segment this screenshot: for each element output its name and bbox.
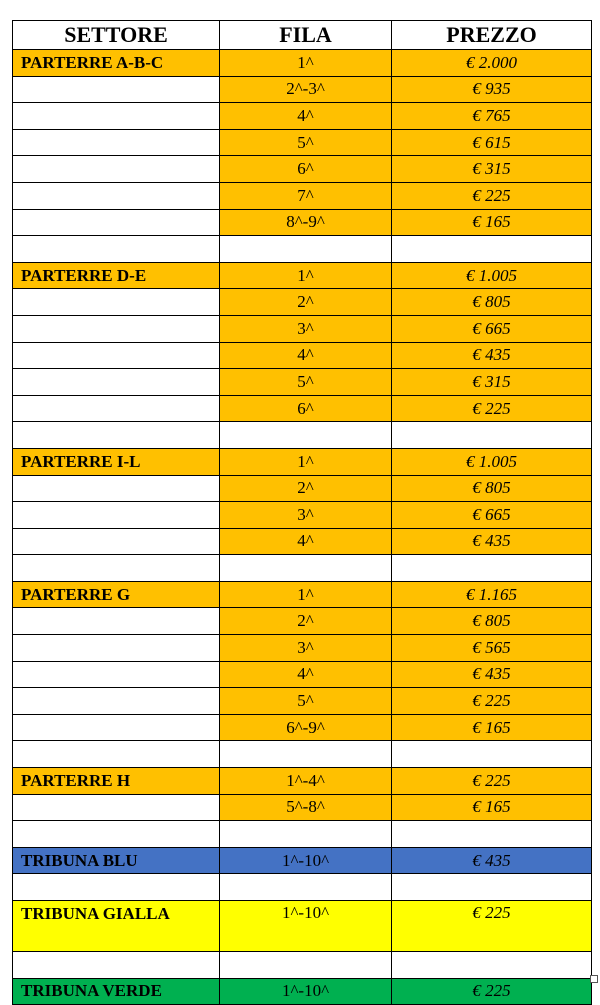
sector-cell (13, 528, 220, 555)
sector-cell (13, 661, 220, 688)
price-cell: € 165 (392, 714, 592, 741)
sector-cell (13, 741, 220, 768)
sector-cell (13, 714, 220, 741)
table-row (13, 289, 592, 316)
price-cell: € 435 (392, 342, 592, 369)
sector-cell (13, 874, 220, 901)
row-cell: 5^ (220, 369, 392, 396)
price-cell: € 665 (392, 315, 592, 342)
row-cell: 4^ (220, 103, 392, 130)
table-row (13, 661, 592, 688)
row-cell: 6^ (220, 156, 392, 183)
table-row (13, 342, 592, 369)
row-cell: 1^ (220, 448, 392, 475)
table-resize-handle[interactable] (590, 975, 598, 983)
price-cell: € 805 (392, 475, 592, 502)
price-cell: € 805 (392, 608, 592, 635)
sector-cell: TRIBUNA VERDE (13, 978, 220, 1005)
price-cell: € 315 (392, 156, 592, 183)
row-cell (220, 555, 392, 582)
table-row (13, 262, 592, 289)
row-cell (220, 821, 392, 848)
price-cell: € 935 (392, 76, 592, 103)
table-row (13, 369, 592, 396)
price-table (12, 20, 592, 1005)
row-cell: 4^ (220, 661, 392, 688)
sector-cell (13, 369, 220, 396)
price-cell: € 165 (392, 209, 592, 236)
sector-cell (13, 794, 220, 821)
row-cell (220, 874, 392, 901)
header-sector: SETTORE (13, 21, 220, 50)
table-row (13, 635, 592, 662)
sector-cell (13, 422, 220, 449)
row-cell: 4^ (220, 528, 392, 555)
price-cell: € 765 (392, 103, 592, 130)
table-row (13, 103, 592, 130)
table-body (13, 50, 592, 1005)
row-cell: 5^ (220, 129, 392, 156)
sector-cell (13, 209, 220, 236)
price-cell: € 1.005 (392, 448, 592, 475)
price-cell: € 315 (392, 369, 592, 396)
table-row (13, 794, 592, 821)
table-row (13, 952, 592, 979)
row-cell: 1^-10^ (220, 901, 392, 952)
price-cell: € 225 (392, 978, 592, 1005)
sector-cell (13, 502, 220, 529)
row-cell: 1^-10^ (220, 847, 392, 874)
price-cell: € 225 (392, 768, 592, 795)
table-row (13, 741, 592, 768)
table-row (13, 315, 592, 342)
table-row (13, 209, 592, 236)
row-cell (220, 741, 392, 768)
price-cell: € 665 (392, 502, 592, 529)
sector-cell: PARTERRE A-B-C (13, 50, 220, 77)
sector-cell (13, 156, 220, 183)
table-row (13, 76, 592, 103)
row-cell: 4^ (220, 342, 392, 369)
sector-cell (13, 688, 220, 715)
table-row (13, 581, 592, 608)
row-cell: 6^-9^ (220, 714, 392, 741)
price-cell (392, 952, 592, 979)
header-row (13, 21, 592, 50)
price-cell: € 225 (392, 901, 592, 952)
row-cell: 1^ (220, 50, 392, 77)
table-row (13, 714, 592, 741)
price-cell (392, 422, 592, 449)
table-row (13, 475, 592, 502)
price-cell (392, 821, 592, 848)
row-cell (220, 952, 392, 979)
price-cell: € 1.005 (392, 262, 592, 289)
price-cell (392, 555, 592, 582)
row-cell (220, 422, 392, 449)
row-cell: 2^ (220, 608, 392, 635)
header-row-label: FILA (220, 21, 392, 50)
sector-cell (13, 342, 220, 369)
row-cell: 8^-9^ (220, 209, 392, 236)
table-row (13, 847, 592, 874)
sector-cell (13, 103, 220, 130)
sector-cell: PARTERRE D-E (13, 262, 220, 289)
sector-cell: PARTERRE H (13, 768, 220, 795)
row-cell: 1^ (220, 581, 392, 608)
sector-cell (13, 315, 220, 342)
table-row (13, 50, 592, 77)
sector-cell (13, 555, 220, 582)
price-cell: € 2.000 (392, 50, 592, 77)
sector-cell (13, 395, 220, 422)
table-row (13, 182, 592, 209)
sector-cell: TRIBUNA GIALLA (13, 901, 220, 952)
price-cell: € 435 (392, 847, 592, 874)
row-cell: 3^ (220, 315, 392, 342)
price-cell: € 615 (392, 129, 592, 156)
row-cell: 6^ (220, 395, 392, 422)
sector-cell: PARTERRE G (13, 581, 220, 608)
row-cell: 3^ (220, 635, 392, 662)
table-row (13, 768, 592, 795)
table-row (13, 688, 592, 715)
row-cell: 2^ (220, 289, 392, 316)
table-row (13, 236, 592, 263)
sector-cell (13, 289, 220, 316)
row-cell: 5^ (220, 688, 392, 715)
price-cell: € 1.165 (392, 581, 592, 608)
sector-cell (13, 475, 220, 502)
row-cell: 5^-8^ (220, 794, 392, 821)
row-cell: 1^-4^ (220, 768, 392, 795)
price-cell: € 225 (392, 688, 592, 715)
table-row (13, 129, 592, 156)
sector-cell (13, 76, 220, 103)
table-row (13, 448, 592, 475)
header-price: PREZZO (392, 21, 592, 50)
sector-cell: PARTERRE I-L (13, 448, 220, 475)
sector-cell (13, 952, 220, 979)
row-cell: 1^-10^ (220, 978, 392, 1005)
table-row (13, 608, 592, 635)
sector-cell (13, 236, 220, 263)
sector-cell: TRIBUNA BLU (13, 847, 220, 874)
price-cell: € 165 (392, 794, 592, 821)
sector-cell (13, 608, 220, 635)
sector-cell (13, 821, 220, 848)
table-row (13, 978, 592, 1005)
price-cell (392, 741, 592, 768)
sector-cell (13, 129, 220, 156)
table-row (13, 156, 592, 183)
sector-cell (13, 635, 220, 662)
price-cell: € 225 (392, 395, 592, 422)
price-cell: € 225 (392, 182, 592, 209)
table-row (13, 555, 592, 582)
table-row (13, 528, 592, 555)
table-row (13, 395, 592, 422)
table-row (13, 422, 592, 449)
table-row (13, 821, 592, 848)
price-cell: € 435 (392, 661, 592, 688)
price-cell: € 565 (392, 635, 592, 662)
table-row (13, 874, 592, 901)
table-row (13, 901, 592, 952)
row-cell: 7^ (220, 182, 392, 209)
price-cell (392, 874, 592, 901)
row-cell: 2^-3^ (220, 76, 392, 103)
row-cell: 3^ (220, 502, 392, 529)
row-cell: 2^ (220, 475, 392, 502)
sector-cell (13, 182, 220, 209)
table-row (13, 502, 592, 529)
price-cell: € 435 (392, 528, 592, 555)
row-cell: 1^ (220, 262, 392, 289)
row-cell (220, 236, 392, 263)
price-cell: € 805 (392, 289, 592, 316)
price-cell (392, 236, 592, 263)
